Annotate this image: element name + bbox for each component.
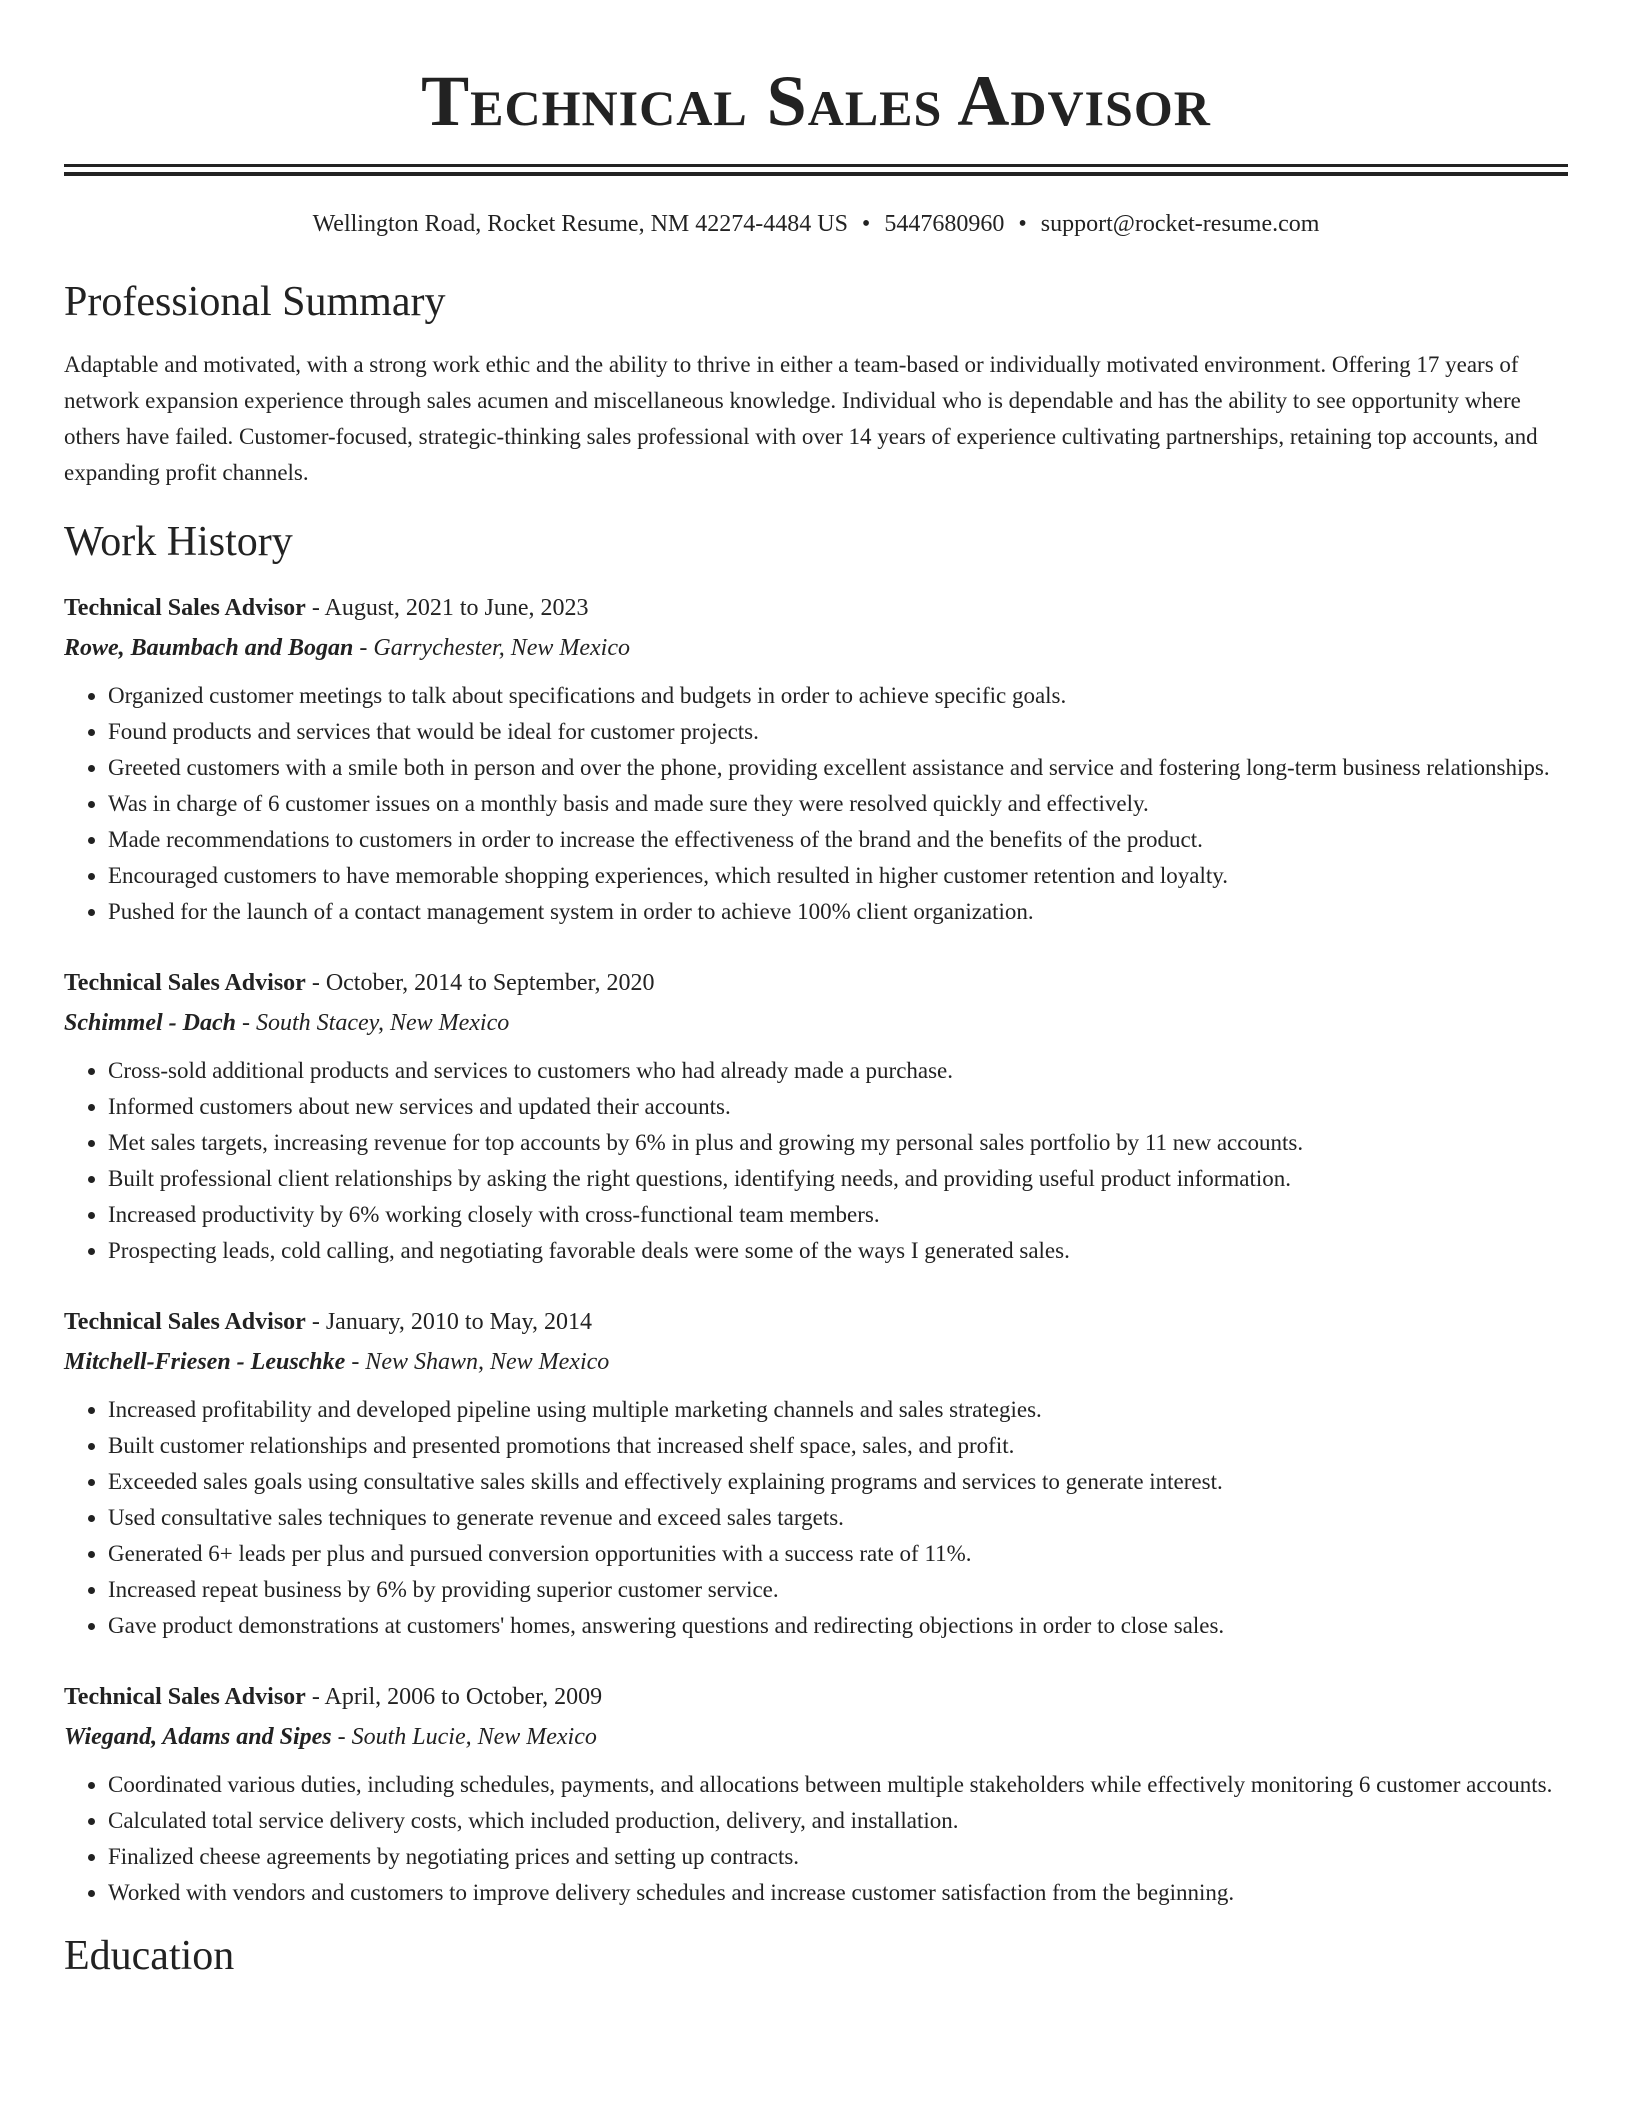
list-item: • Was in charge of 6 customer issues on a monthly basis and made sure they were resolved quickly and effectively. [108, 786, 1568, 822]
employer-location: - New Shawn, New Mexico [345, 1349, 610, 1375]
job-bullets [64, 1053, 1568, 1269]
page-title: Technical Sales Advisor [421, 61, 1211, 141]
list-item: • Increased productivity by 6% working closely with cross-functional team members. [108, 1197, 1568, 1233]
job-title-line [64, 1678, 1568, 1717]
job-bullets [64, 678, 1568, 930]
section-heading-education: Education [64, 1933, 235, 1979]
employer-location: - Garrychester, New Mexico [353, 635, 630, 661]
list-item: • Gave product demonstrations at customers' homes, answering questions and redirecting objections in order to close sales. [108, 1608, 1568, 1644]
employer-name: Schimmel - Dach [64, 1010, 236, 1036]
list-item: • Increased profitability and developed pipeline using multiple marketing channels and sales strategies. [108, 1392, 1568, 1428]
job-title: Technical Sales Advisor [64, 595, 306, 621]
job-dates: - August, 2021 to June, 2023 [305, 595, 589, 621]
contact-separator: • [1018, 211, 1027, 237]
job-title-line [64, 1303, 1568, 1342]
list-item: • Increased repeat business by 6% by providing superior customer service. [108, 1572, 1568, 1608]
list-item: • Greeted customers with a smile both in person and over the phone, providing excellent assistance and service and fostering long-term business relationships. [108, 750, 1568, 786]
employer-name: Mitchell-Friesen - Leuschke [64, 1349, 346, 1375]
employer-line [64, 1003, 1568, 1043]
list-item: • Calculated total service delivery costs, which included production, delivery, and installation. [108, 1803, 1568, 1839]
job-bullets [64, 1392, 1568, 1644]
contact-address: Wellington Road, Rocket Resume, NM 42274-4484 US [312, 211, 848, 237]
list-item: • Built professional client relationships by asking the right questions, identifying needs, and providing useful product information. [108, 1161, 1568, 1197]
list-item: • Built customer relationships and presented promotions that increased shelf space, sales, and profit. [108, 1428, 1568, 1464]
employer-name: Wiegand, Adams and Sipes [64, 1724, 332, 1750]
job-title: Technical Sales Advisor [64, 970, 306, 996]
section-heading-work-history: Work History [64, 519, 293, 565]
contact-line [64, 209, 1568, 239]
list-item: • Exceeded sales goals using consultative sales skills and effectively explaining programs and services to generate interest. [108, 1464, 1568, 1500]
job-entry [64, 1678, 1568, 1911]
job-dates: - October, 2014 to September, 2020 [305, 970, 655, 996]
employer-name: Rowe, Baumbach and Bogan [64, 635, 354, 661]
employer-location: - South Lucie, New Mexico [331, 1724, 597, 1750]
job-entry [64, 1303, 1568, 1644]
list-item: • Worked with vendors and customers to improve delivery schedules and increase customer satisfaction from the beginning. [108, 1875, 1568, 1911]
title-divider-thin [64, 164, 1568, 167]
employer-line [64, 1342, 1568, 1382]
list-item: • Prospecting leads, cold calling, and negotiating favorable deals were some of the ways I generated sales. [108, 1233, 1568, 1269]
job-title-line [64, 589, 1568, 628]
job-dates: - January, 2010 to May, 2014 [305, 1309, 592, 1335]
job-entry [64, 589, 1568, 930]
job-title: Technical Sales Advisor [64, 1684, 306, 1710]
employer-line [64, 1717, 1568, 1757]
list-item: • Encouraged customers to have memorable shopping experiences, which resulted in higher customer retention and loyalty. [108, 858, 1568, 894]
list-item: • Used consultative sales techniques to generate revenue and exceed sales targets. [108, 1500, 1568, 1536]
job-bullets [64, 1767, 1568, 1911]
list-item: • Cross-sold additional products and services to customers who had already made a purchase. [108, 1053, 1568, 1089]
list-item: • Finalized cheese agreements by negotiating prices and setting up contracts. [108, 1839, 1568, 1875]
job-entry [64, 964, 1568, 1269]
section-heading-summary: Professional Summary [64, 279, 446, 325]
list-item: • Organized customer meetings to talk about specifications and budgets in order to achieve specific goals. [108, 678, 1568, 714]
job-title: Technical Sales Advisor [64, 1309, 306, 1335]
list-item: • Made recommendations to customers in order to increase the effectiveness of the brand and the benefits of the product. [108, 822, 1568, 858]
job-title-line [64, 964, 1568, 1003]
list-item: • Coordinated various duties, including schedules, payments, and allocations between multiple stakeholders while effectively monitoring 6 customer accounts. [108, 1767, 1568, 1803]
job-dates: - April, 2006 to October, 2009 [305, 1684, 603, 1710]
contact-phone: 5447680960 [884, 211, 1005, 237]
employer-line [64, 628, 1568, 668]
list-item: • Met sales targets, increasing revenue for top accounts by 6% in plus and growing my personal sales portfolio by 11 new accounts. [108, 1125, 1568, 1161]
work-history-list [64, 589, 1568, 1911]
title-divider-thick [64, 172, 1568, 176]
summary-text: Adaptable and motivated, with a strong work ethic and the ability to thrive in either a team-based or individually motivated environment. Offering 17 years of network expansion experience through sales acumen and miscellaneous knowledge. Individual who is dependable and has the ability to see opportunity where others have failed. Customer-focused, strategic-thinking sales professional with over 14 years of experience cultivating partnerships, retaining top accounts, and expanding profit channels. [64, 352, 1538, 485]
list-item: • Informed customers about new services and updated their accounts. [108, 1089, 1568, 1125]
list-item: • Pushed for the launch of a contact management system in order to achieve 100% client organization. [108, 894, 1568, 930]
contact-email: support@rocket-resume.com [1040, 211, 1320, 237]
list-item: • Found products and services that would be ideal for customer projects. [108, 714, 1568, 750]
contact-separator: • [861, 211, 871, 237]
list-item: • Generated 6+ leads per plus and pursued conversion opportunities with a success rate of 11%. [108, 1536, 1568, 1572]
employer-location: - South Stacey, New Mexico [236, 1010, 510, 1036]
